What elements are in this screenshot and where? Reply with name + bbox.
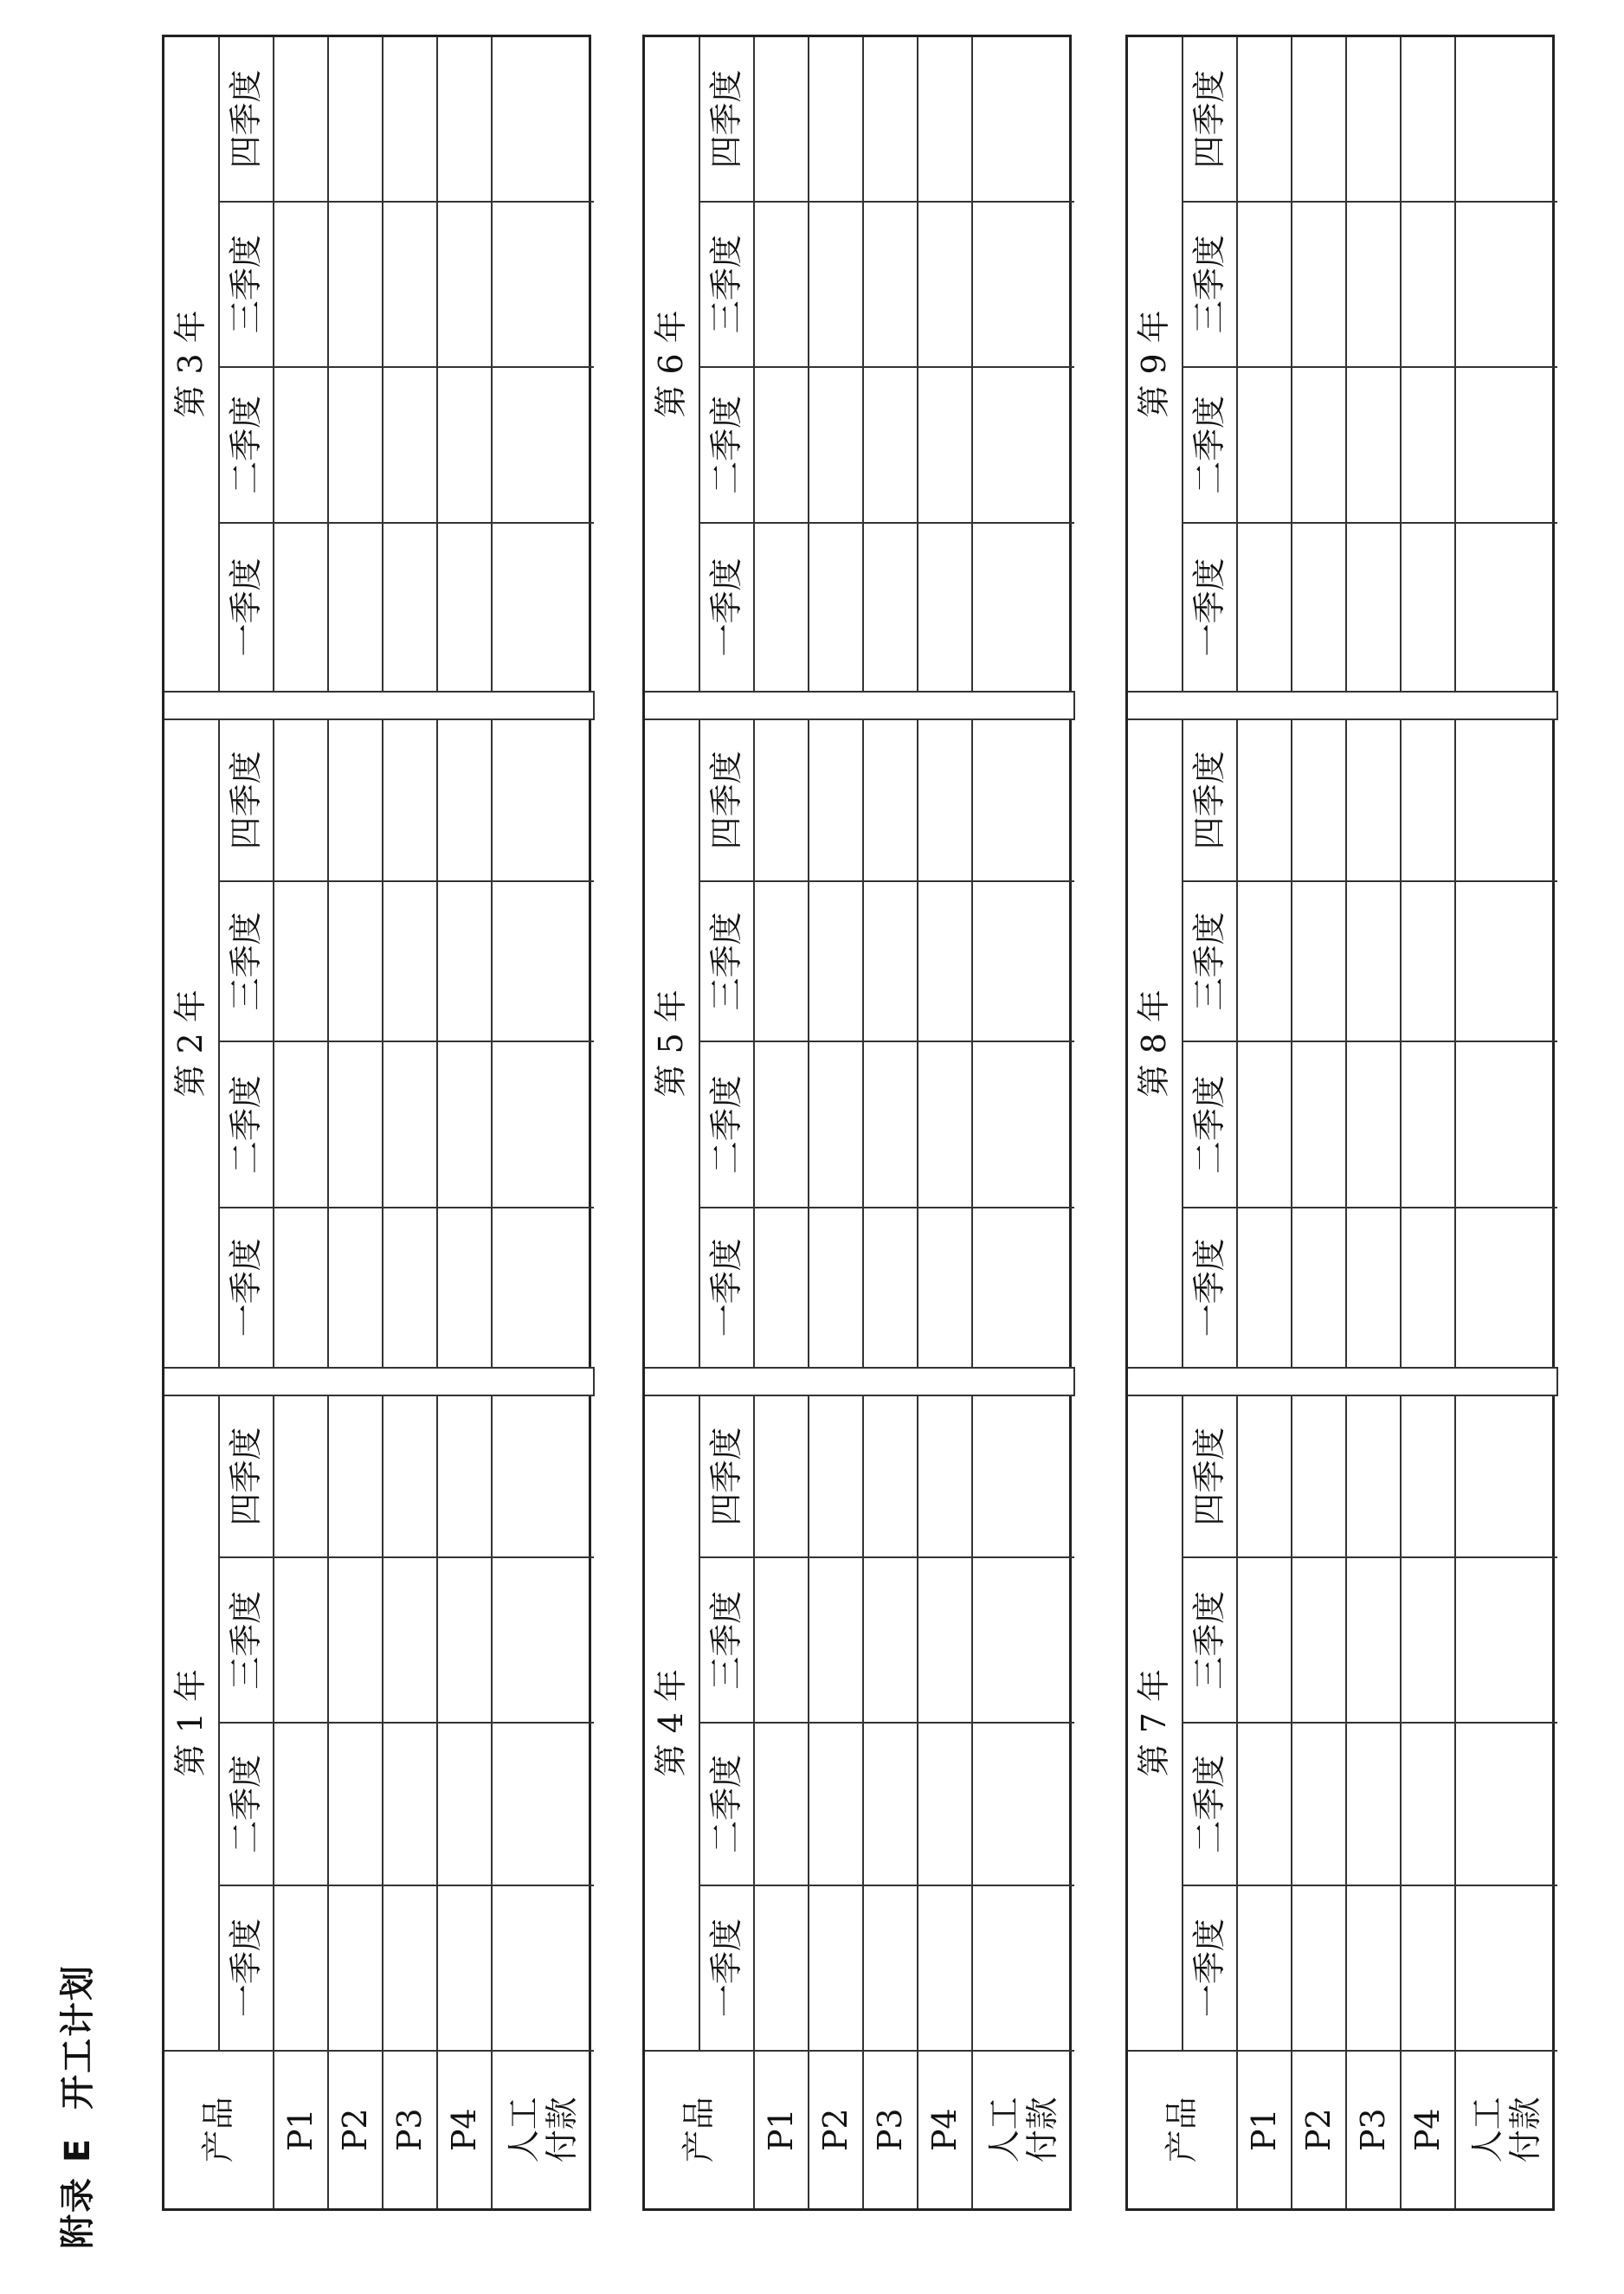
year-header: 第 6 年 [645,37,699,692]
plan-input-cell[interactable] [918,1557,972,1723]
plan-input-cell[interactable] [918,202,972,367]
plan-input-cell[interactable] [492,719,594,881]
year-header: 第 3 年 [164,37,219,692]
plan-input-cell[interactable] [1455,1041,1557,1208]
year-header: 第 2 年 [164,719,219,1368]
quarter-header: 一季度 [699,1885,754,2051]
plan-input-cell[interactable] [492,523,594,692]
plan-input-cell[interactable] [1455,1208,1557,1368]
plan-input-cell[interactable] [1237,367,1292,523]
plan-input-cell[interactable] [1346,1557,1401,1723]
plan-input-cell[interactable] [918,367,972,523]
plan-input-cell[interactable] [274,37,328,202]
plan-input-cell[interactable] [437,1885,492,2051]
plan-input-cell[interactable] [383,37,437,202]
row-label: 人工 付款 [492,2051,594,2208]
quarter-header: 三季度 [219,881,274,1042]
plan-input-cell[interactable] [809,202,863,367]
plan-input-cell[interactable] [437,367,492,523]
plan-input-cell[interactable] [383,1041,437,1208]
plan-input-cell[interactable] [492,1723,594,1885]
plan-input-cell[interactable] [492,367,594,523]
plan-input-cell[interactable] [809,881,863,1042]
plan-input-cell[interactable] [972,37,1074,202]
quarter-header: 四季度 [1183,719,1237,881]
plan-input-cell[interactable] [1292,1395,1346,1558]
plan-input-cell[interactable] [383,719,437,881]
plan-input-cell[interactable] [274,367,328,523]
year-separator [164,692,594,719]
year-separator [1128,692,1557,719]
year-separator [645,1368,1074,1395]
plan-input-cell[interactable] [328,37,383,202]
year-separator [164,1368,594,1395]
plan-input-cell[interactable] [1401,1208,1455,1368]
plan-input-cell[interactable] [863,37,918,202]
plan-input-cell[interactable] [1237,202,1292,367]
plan-input-cell[interactable] [437,523,492,692]
plan-input-cell[interactable] [383,881,437,1042]
plan-input-cell[interactable] [1292,1885,1346,2051]
plan-input-cell[interactable] [492,1395,594,1558]
plan-input-cell[interactable] [1237,1723,1292,1885]
plan-input-cell[interactable] [754,1395,809,1558]
plan-input-cell[interactable] [1346,202,1401,367]
quarter-header: 三季度 [1183,881,1237,1042]
plan-input-cell[interactable] [1401,1041,1455,1208]
plan-input-cell[interactable] [918,37,972,202]
quarter-header: 三季度 [1183,1557,1237,1723]
plan-input-cell[interactable] [383,202,437,367]
plan-input-cell[interactable] [383,1395,437,1558]
plan-input-cell[interactable] [863,1885,918,2051]
plan-input-cell[interactable] [328,202,383,367]
year-header: 第 4 年 [645,1395,699,2051]
plan-input-cell[interactable] [437,1723,492,1885]
plan-input-cell[interactable] [863,1557,918,1723]
plan-input-cell[interactable] [1346,1885,1401,2051]
plan-input-cell[interactable] [437,1208,492,1368]
plan-input-cell[interactable] [1237,1557,1292,1723]
plan-input-cell[interactable] [754,1041,809,1208]
row-label: P2 [328,2051,383,2208]
quarter-header: 一季度 [219,523,274,692]
plan-input-cell[interactable] [1292,1557,1346,1723]
plan-input-cell[interactable] [754,1557,809,1723]
plan-input-cell[interactable] [1237,719,1292,881]
plan-input-cell[interactable] [383,367,437,523]
plan-input-cell[interactable] [809,1395,863,1558]
plan-input-cell[interactable] [918,1723,972,1885]
plan-input-cell[interactable] [972,202,1074,367]
row-label: P1 [754,2051,809,2208]
year-header: 第 5 年 [645,719,699,1368]
plan-input-cell[interactable] [1292,881,1346,1042]
year-separator [645,692,1074,719]
plan-input-cell[interactable] [809,367,863,523]
plan-input-cell[interactable] [754,719,809,881]
row-label: P2 [1292,2051,1346,2208]
plan-input-cell[interactable] [754,881,809,1042]
plan-input-cell[interactable] [1401,37,1455,202]
plan-input-cell[interactable] [274,523,328,692]
plan-input-cell[interactable] [809,1208,863,1368]
plan-input-cell[interactable] [863,202,918,367]
quarter-header: 一季度 [1183,523,1237,692]
plan-input-cell[interactable] [437,202,492,367]
plan-input-cell[interactable] [1292,37,1346,202]
year-header: 第 7 年 [1128,1395,1183,2051]
quarter-header: 一季度 [699,523,754,692]
plan-input-cell[interactable] [328,1395,383,1558]
plan-input-cell[interactable] [1401,1723,1455,1885]
plan-input-cell[interactable] [972,1208,1074,1368]
year-header: 第 1 年 [164,1395,219,2051]
plan-input-cell[interactable] [863,1041,918,1208]
plan-input-cell[interactable] [1401,367,1455,523]
plan-input-cell[interactable] [328,523,383,692]
plan-input-cell[interactable] [1292,1041,1346,1208]
plan-input-cell[interactable] [1455,1557,1557,1723]
plan-input-cell[interactable] [328,719,383,881]
row-label: P3 [863,2051,918,2208]
quarter-header: 四季度 [699,37,754,202]
plan-input-cell[interactable] [328,1208,383,1368]
plan-input-cell[interactable] [972,1557,1074,1723]
plan-input-cell[interactable] [437,719,492,881]
plan-input-cell[interactable] [863,367,918,523]
plan-input-cell[interactable] [972,1885,1074,2051]
plan-input-cell[interactable] [274,202,328,367]
plan-input-cell[interactable] [1292,523,1346,692]
plan-input-cell[interactable] [1237,37,1292,202]
row-label: P1 [274,2051,328,2208]
quarter-header: 一季度 [1183,1885,1237,2051]
row-label: P3 [383,2051,437,2208]
plan-input-cell[interactable] [274,1885,328,2051]
quarter-header: 二季度 [1183,367,1237,523]
plan-input-cell[interactable] [437,1041,492,1208]
year-header: 第 8 年 [1128,719,1183,1368]
plan-input-cell[interactable] [918,1041,972,1208]
plan-input-cell[interactable] [274,1208,328,1368]
plan-input-cell[interactable] [437,37,492,202]
year-header: 第 9 年 [1128,37,1183,692]
plan-input-cell[interactable] [1237,881,1292,1042]
row-label: 人工 付款 [1455,2051,1557,2208]
plan-input-cell[interactable] [437,1557,492,1723]
plan-input-cell[interactable] [274,881,328,1042]
plan-input-cell[interactable] [1237,1395,1292,1558]
plan-input-cell[interactable] [1346,1723,1401,1885]
plan-input-cell[interactable] [328,1723,383,1885]
plan-input-cell[interactable] [1346,37,1401,202]
plan-input-cell[interactable] [809,719,863,881]
plan-input-cell[interactable] [1455,1885,1557,2051]
product-header: 产品 [164,2051,274,2208]
plan-input-cell[interactable] [274,1723,328,1885]
plan-input-cell[interactable] [863,719,918,881]
plan-input-cell[interactable] [972,523,1074,692]
plan-input-cell[interactable] [754,367,809,523]
plan-input-cell[interactable] [1401,202,1455,367]
plan-input-cell[interactable] [1455,202,1557,367]
quarter-header: 四季度 [1183,37,1237,202]
plan-input-cell[interactable] [492,1885,594,2051]
quarter-header: 二季度 [699,367,754,523]
plan-input-cell[interactable] [809,1557,863,1723]
plan-input-cell[interactable] [754,1723,809,1885]
plan-input-cell[interactable] [863,1723,918,1885]
plan-input-cell[interactable] [1455,719,1557,881]
plan-input-cell[interactable] [863,881,918,1042]
quarter-header: 一季度 [699,1208,754,1368]
quarter-header: 二季度 [219,367,274,523]
plan-input-cell[interactable] [328,1557,383,1723]
plan-input-cell[interactable] [754,1885,809,2051]
plan-input-cell[interactable] [972,1395,1074,1558]
plan-input-cell[interactable] [1401,1885,1455,2051]
quarter-header: 四季度 [1183,1395,1237,1558]
plan-input-cell[interactable] [754,523,809,692]
plan-input-cell[interactable] [918,1885,972,2051]
plan-input-cell[interactable] [972,1723,1074,1885]
plan-input-cell[interactable] [1401,1557,1455,1723]
product-header: 产品 [1128,2051,1237,2208]
plan-input-cell[interactable] [437,1395,492,1558]
plan-input-cell[interactable] [1455,881,1557,1042]
plan-input-cell[interactable] [1401,523,1455,692]
quarter-header: 二季度 [219,1041,274,1208]
plan-input-cell[interactable] [1237,1208,1292,1368]
quarter-header: 四季度 [219,37,274,202]
quarter-header: 三季度 [699,1557,754,1723]
quarter-header: 三季度 [699,202,754,367]
plan-input-cell[interactable] [972,367,1074,523]
plan-input-cell[interactable] [918,719,972,881]
plan-input-cell[interactable] [1401,881,1455,1042]
plan-input-cell[interactable] [754,202,809,367]
quarter-header: 三季度 [699,881,754,1042]
plan-input-cell[interactable] [1455,1723,1557,1885]
quarter-header: 四季度 [219,719,274,881]
plan-input-cell[interactable] [1346,367,1401,523]
plan-input-cell[interactable] [809,37,863,202]
quarter-header: 四季度 [219,1395,274,1558]
plan-input-cell[interactable] [918,881,972,1042]
quarter-header: 四季度 [699,1395,754,1558]
plan-input-cell[interactable] [918,1208,972,1368]
quarter-header: 四季度 [699,719,754,881]
quarter-header: 二季度 [699,1041,754,1208]
plan-input-cell[interactable] [809,1041,863,1208]
plan-input-cell[interactable] [1401,1395,1455,1558]
plan-input-cell[interactable] [1292,719,1346,881]
row-label: P4 [437,2051,492,2208]
plan-input-cell[interactable] [809,1885,863,2051]
plan-input-cell[interactable] [1292,367,1346,523]
quarter-header: 二季度 [219,1723,274,1885]
plan-table-2 [642,35,1072,2211]
plan-input-cell[interactable] [492,1041,594,1208]
plan-input-cell[interactable] [1346,719,1401,881]
quarter-header: 一季度 [219,1208,274,1368]
plan-input-cell[interactable] [492,37,594,202]
quarter-header: 三季度 [1183,202,1237,367]
plan-input-cell[interactable] [972,719,1074,881]
quarter-header: 三季度 [219,202,274,367]
plan-input-cell[interactable] [328,1885,383,2051]
plan-input-cell[interactable] [1237,523,1292,692]
plan-input-cell[interactable] [1292,1723,1346,1885]
row-label: P2 [809,2051,863,2208]
quarter-header: 一季度 [219,1885,274,2051]
plan-input-cell[interactable] [754,1208,809,1368]
plan-input-cell[interactable] [1455,1395,1557,1558]
quarter-header: 三季度 [219,1557,274,1723]
plan-input-cell[interactable] [1346,1395,1401,1558]
plan-input-cell[interactable] [492,881,594,1042]
plan-input-cell[interactable] [383,1208,437,1368]
row-label: 人工 付款 [972,2051,1074,2208]
plan-input-cell[interactable] [1346,1208,1401,1368]
plan-input-cell[interactable] [1346,881,1401,1042]
row-label: P4 [918,2051,972,2208]
plan-input-cell[interactable] [972,881,1074,1042]
plan-input-cell[interactable] [1455,37,1557,202]
plan-table-1 [162,35,591,2211]
plan-input-cell[interactable] [274,719,328,881]
row-label: P4 [1401,2051,1455,2208]
plan-input-cell[interactable] [754,37,809,202]
plan-input-cell[interactable] [863,523,918,692]
plan-input-cell[interactable] [918,523,972,692]
page-title: 附录 E 开工计划 [58,1963,98,2249]
plan-input-cell[interactable] [328,881,383,1042]
plan-input-cell[interactable] [1455,367,1557,523]
product-header: 产品 [645,2051,754,2208]
plan-input-cell[interactable] [863,1208,918,1368]
plan-input-cell[interactable] [492,1557,594,1723]
plan-input-cell[interactable] [809,523,863,692]
plan-input-cell[interactable] [383,1557,437,1723]
plan-input-cell[interactable] [437,881,492,1042]
plan-input-cell[interactable] [328,367,383,523]
plan-input-cell[interactable] [972,1041,1074,1208]
plan-input-cell[interactable] [918,1395,972,1558]
plan-input-cell[interactable] [1292,1208,1346,1368]
plan-input-cell[interactable] [274,1395,328,1558]
plan-input-cell[interactable] [1237,1885,1292,2051]
quarter-header: 二季度 [1183,1723,1237,1885]
plan-input-cell[interactable] [328,1041,383,1208]
plan-input-cell[interactable] [1455,523,1557,692]
plan-input-cell[interactable] [809,1723,863,1885]
row-label: P1 [1237,2051,1292,2208]
plan-input-cell[interactable] [383,523,437,692]
plan-input-cell[interactable] [274,1557,328,1723]
quarter-header: 二季度 [1183,1041,1237,1208]
plan-input-cell[interactable] [274,1041,328,1208]
plan-input-cell[interactable] [492,202,594,367]
plan-input-cell[interactable] [1346,1041,1401,1208]
plan-input-cell[interactable] [1401,719,1455,881]
quarter-header: 一季度 [1183,1208,1237,1368]
plan-input-cell[interactable] [1292,202,1346,367]
year-separator [1128,1368,1557,1395]
plan-input-cell[interactable] [863,1395,918,1558]
plan-input-cell[interactable] [1346,523,1401,692]
plan-input-cell[interactable] [383,1885,437,2051]
plan-input-cell[interactable] [492,1208,594,1368]
plan-input-cell[interactable] [383,1723,437,1885]
plan-table-3 [1125,35,1555,2211]
quarter-header: 二季度 [699,1723,754,1885]
plan-input-cell[interactable] [1237,1041,1292,1208]
row-label: P3 [1346,2051,1401,2208]
